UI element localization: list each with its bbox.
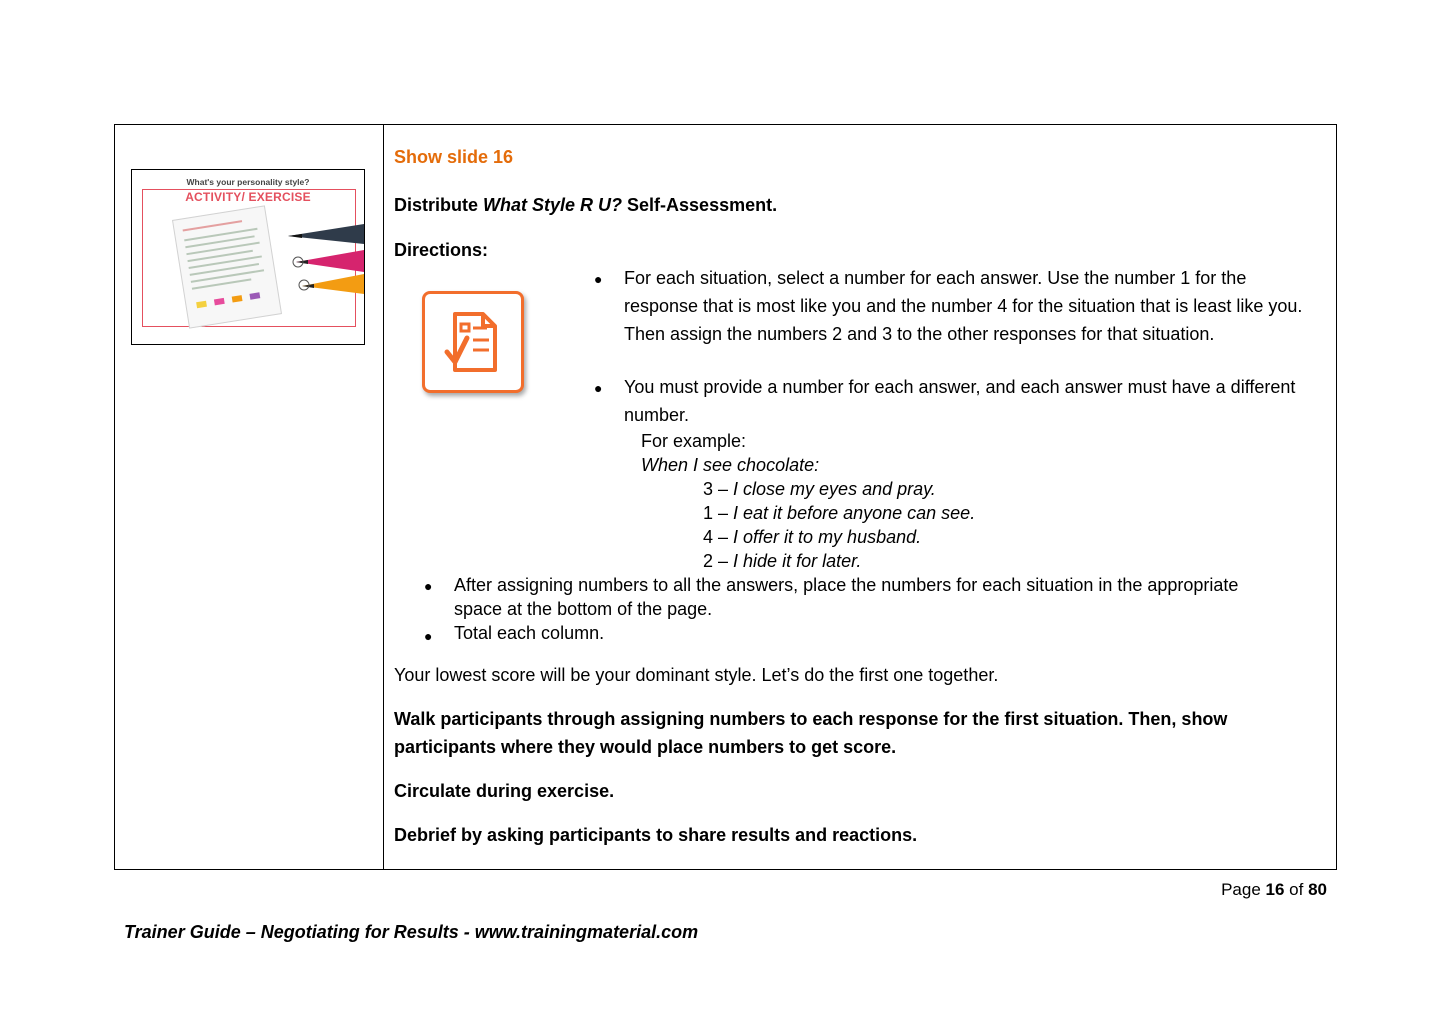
sheet-line [183, 220, 243, 231]
example-answer [703, 551, 861, 572]
bullet-item: You must provide a number for each answer, and each answer must have a different number. [624, 377, 1296, 425]
answer-text: I hide it for later. [733, 551, 862, 571]
slide-thumbnail [131, 169, 365, 345]
color-swatch [249, 292, 260, 299]
color-swatch [196, 301, 207, 308]
answer-text: I close my eyes and pray. [733, 479, 936, 499]
distribute-line [394, 195, 777, 216]
bullet-dot: ● [594, 271, 603, 287]
lowest-score-text: Your lowest score will be your dominant style. Let’s do the first one together. [394, 665, 999, 685]
answer-text: I eat it before anyone can see. [733, 503, 976, 523]
page-prefix: Page [1221, 880, 1266, 899]
slide-thumbnail-title: ACTIVITY/ EXERCISE [185, 190, 311, 204]
footer: Trainer Guide – Negotiating for Results - www.trainingmaterial.com [124, 922, 699, 942]
page-number [1221, 880, 1327, 900]
example-intro: For example: [641, 431, 747, 451]
document-checklist-icon [422, 291, 524, 393]
worksheet-illustration [172, 205, 282, 328]
answer-number: 4 – [703, 527, 734, 547]
show-slide-label: Show slide 16 [394, 147, 514, 167]
example-prompt: When I see chocolate: [641, 455, 820, 475]
color-swatch [232, 295, 243, 302]
instruction-content [394, 125, 1334, 867]
example-answer [703, 527, 921, 548]
directions-label: Directions: [394, 240, 489, 260]
bullet-dot: ● [594, 380, 603, 396]
answer-number: 2 – [703, 551, 734, 571]
page-of: of [1284, 880, 1309, 899]
distribute-title: What Style R U? [483, 195, 623, 215]
bullet-dot: ● [424, 578, 433, 594]
answer-text: I offer it to my husband. [733, 527, 922, 547]
walk-through-instruction: Walk participants through assigning numbers to each response for the first situation. Then, show participants where they would place numbers to get score. [394, 709, 1228, 757]
page-total: 80 [1308, 880, 1327, 899]
instruction-table [114, 124, 1337, 870]
pencils-illustration [288, 214, 364, 294]
circulate-instruction: Circulate during exercise. [394, 781, 615, 801]
bullet-item: After assigning numbers to all the answers, place the numbers for each situation in the appropriate space at the bottom of the page. [454, 575, 1239, 619]
bullet-item: Total each column. [454, 623, 605, 643]
sheet-line [184, 228, 257, 242]
example-answer [703, 479, 936, 500]
table-column-divider [383, 125, 384, 869]
color-swatch [214, 298, 225, 305]
answer-number: 1 – [703, 503, 734, 523]
bullet-dot: ● [424, 628, 433, 644]
answer-number: 3 – [703, 479, 734, 499]
debrief-instruction: Debrief by asking participants to share results and reactions. [394, 825, 918, 845]
example-answer [703, 503, 975, 524]
page-current: 16 [1265, 880, 1285, 899]
slide-thumbnail-question: What's your personality style? [186, 177, 310, 187]
distribute-suffix: Self-Assessment. [622, 195, 778, 215]
distribute-prefix: Distribute [394, 195, 484, 215]
bullet-item: For each situation, select a number for each answer. Use the number 1 for the response that is most like you and the number 4 for the situation that is least like you. Then assign the numbers 2 and 3 to the other responses for that situation. [624, 268, 1303, 344]
